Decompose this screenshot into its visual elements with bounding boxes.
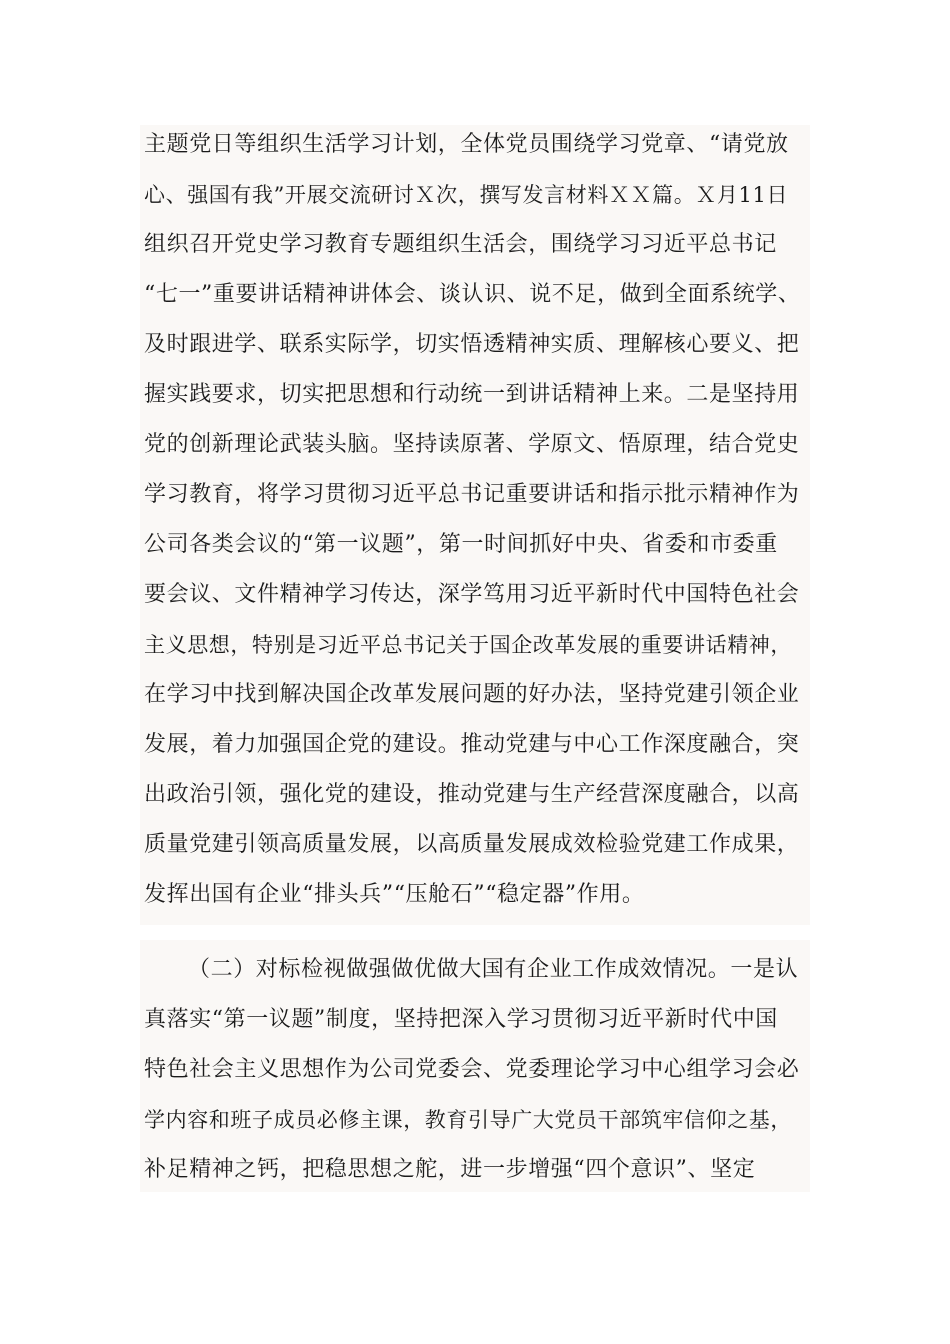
paragraph-2-line: 真落实“第一议题”制度，坚持把深入学习贯彻习近平新时代中国 bbox=[144, 1007, 778, 1032]
paragraph-1-line: 主题党日等组织生活学习计划，全体党员围绕学习党章、“请党放 bbox=[144, 132, 789, 157]
paragraph-1-line: 组织召开党史学习教育专题组织生活会，围绕学习习近平总书记 bbox=[144, 232, 777, 257]
paragraph-1-line: 质量党建引领高质量发展，以高质量发展成效检验党建工作成果， bbox=[144, 832, 800, 857]
paragraph-2-line: （二）对标检视做强做优做大国有企业工作成效情况。一是认 bbox=[188, 957, 799, 982]
paragraph-1-line: 主义思想，特别是习近平总书记关于国企改革发展的重要讲话精神， bbox=[144, 633, 792, 657]
paragraph-2-line: 特色社会主义思想作为公司党委会、党委理论学习中心组学习会必 bbox=[144, 1057, 800, 1082]
paragraph-1-line: 及时跟进学、联系实际学，切实悟透精神实质、理解核心要义、把 bbox=[144, 332, 800, 357]
paragraph-1-line: 发展，着力加强国企党的建设。推动党建与中心工作深度融合，突 bbox=[144, 732, 800, 757]
paragraph-1-line: 要会议、文件精神学习传达，深学笃用习近平新时代中国特色社会 bbox=[144, 582, 800, 607]
paragraph-2-line: 补足精神之钙，把稳思想之舵，进一步增强“四个意识”、坚定 bbox=[144, 1157, 756, 1182]
paragraph-1-line: 心、强国有我”开展交流研讨Ｘ次，撰写发言材料ＸＸ篇。Ｘ月11日 bbox=[144, 183, 789, 207]
paragraph-1-line: 学习教育，将学习贯彻习近平总书记重要讲话和指示批示精神作为 bbox=[144, 482, 800, 507]
paragraph-1-line: 发挥出国有企业“排头兵”“压舱石”“稳定器”作用。 bbox=[144, 882, 645, 907]
paragraph-1-line: 握实践要求，切实把思想和行动统一到讲话精神上来。二是坚持用 bbox=[144, 382, 800, 407]
paragraph-2 bbox=[140, 940, 810, 1192]
paragraph-1-line: 公司各类会议的“第一议题”，第一时间抓好中央、省委和市委重 bbox=[144, 532, 778, 557]
paragraph-2-line: 学内容和班子成员必修主课，教育引导广大党员干部筑牢信仰之基， bbox=[144, 1108, 792, 1132]
paragraph-1-line: 出政治引领，强化党的建设，推动党建与生产经营深度融合，以高 bbox=[144, 782, 800, 807]
paragraph-1-line: 党的创新理论武装头脑。坚持读原著、学原文、悟原理，结合党史 bbox=[144, 432, 800, 457]
paragraph-1-line: 在学习中找到解决国企改革发展问题的好办法，坚持党建引领企业 bbox=[144, 682, 800, 707]
paragraph-1-line: “七一”重要讲话精神讲体会、谈认识、说不足，做到全面系统学、 bbox=[144, 282, 801, 307]
paragraph-1 bbox=[140, 125, 810, 925]
